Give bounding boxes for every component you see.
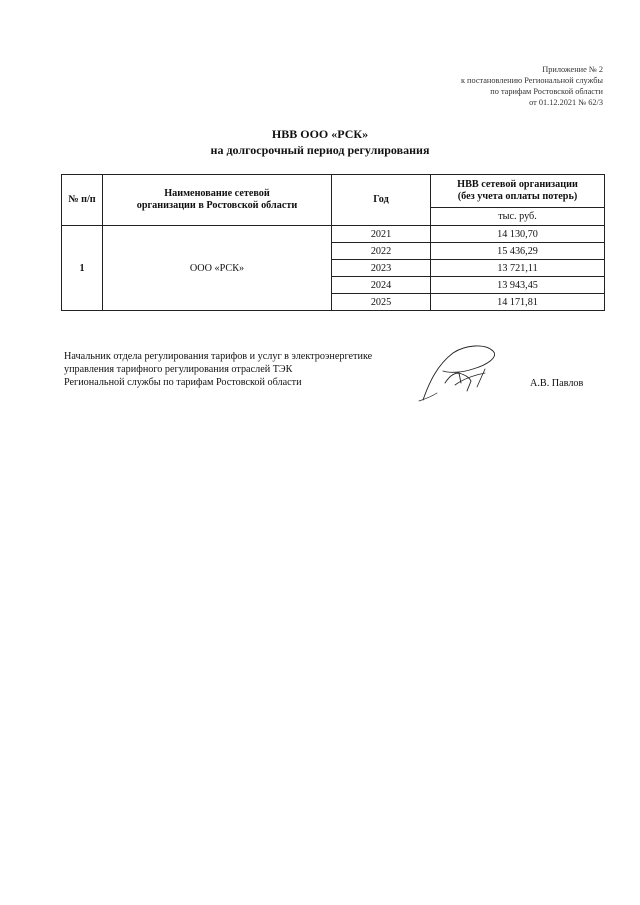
header-unit: тыс. руб.: [431, 208, 605, 226]
cell-year: 2021: [332, 226, 431, 243]
header-nvv-line-2: (без учета оплаты потерь): [457, 191, 578, 202]
cell-year: 2023: [332, 260, 431, 277]
document-title: [0, 126, 640, 158]
signer-name: А.В. Павлов: [530, 378, 584, 389]
cell-value: 14 130,70: [431, 226, 605, 243]
cell-org-num: 1: [62, 226, 103, 311]
header-nvv-line-1: НВВ сетевой организации: [457, 179, 578, 190]
header-org-name-line-1: Наименование сетевой: [164, 188, 270, 199]
signatory-position: [64, 350, 372, 389]
appendix-line-4: от 01.12.2021 № 62/3: [529, 98, 603, 107]
nvv-table: [61, 174, 605, 311]
cell-year: 2025: [332, 294, 431, 311]
cell-value: 13 943,45: [431, 277, 605, 294]
header-num: № п/п: [62, 175, 103, 226]
title-line-2: на долгосрочный период регулирования: [210, 143, 430, 157]
signatory-line-3: Региональной службы по тарифам Ростовской области: [64, 377, 302, 388]
cell-value: 15 436,29: [431, 243, 605, 260]
header-org-name: [103, 175, 332, 226]
appendix-line-1: Приложение № 2: [542, 65, 603, 74]
title-line-1: НВВ ООО «РСК»: [271, 127, 369, 141]
appendix-line-3: по тарифам Ростовской области: [490, 87, 603, 96]
table-row: [62, 226, 605, 243]
cell-value: 13 721,11: [431, 260, 605, 277]
cell-value: 14 171,81: [431, 294, 605, 311]
appendix-header: [461, 64, 603, 108]
handwritten-signature: [415, 343, 510, 403]
cell-year: 2022: [332, 243, 431, 260]
header-nvv: [431, 175, 605, 208]
cell-year: 2024: [332, 277, 431, 294]
cell-org-name: ООО «РСК»: [103, 226, 332, 311]
signatory-line-2: управления тарифного регулирования отраслей ТЭК: [64, 364, 293, 375]
signatory-line-1: Начальник отдела регулирования тарифов и услуг в электроэнергетике: [64, 351, 373, 362]
table-header-row: [62, 175, 605, 208]
header-org-name-line-2: организации в Ростовской области: [136, 200, 298, 211]
header-year: Год: [332, 175, 431, 226]
appendix-line-2: к постановлению Региональной службы: [460, 76, 603, 85]
